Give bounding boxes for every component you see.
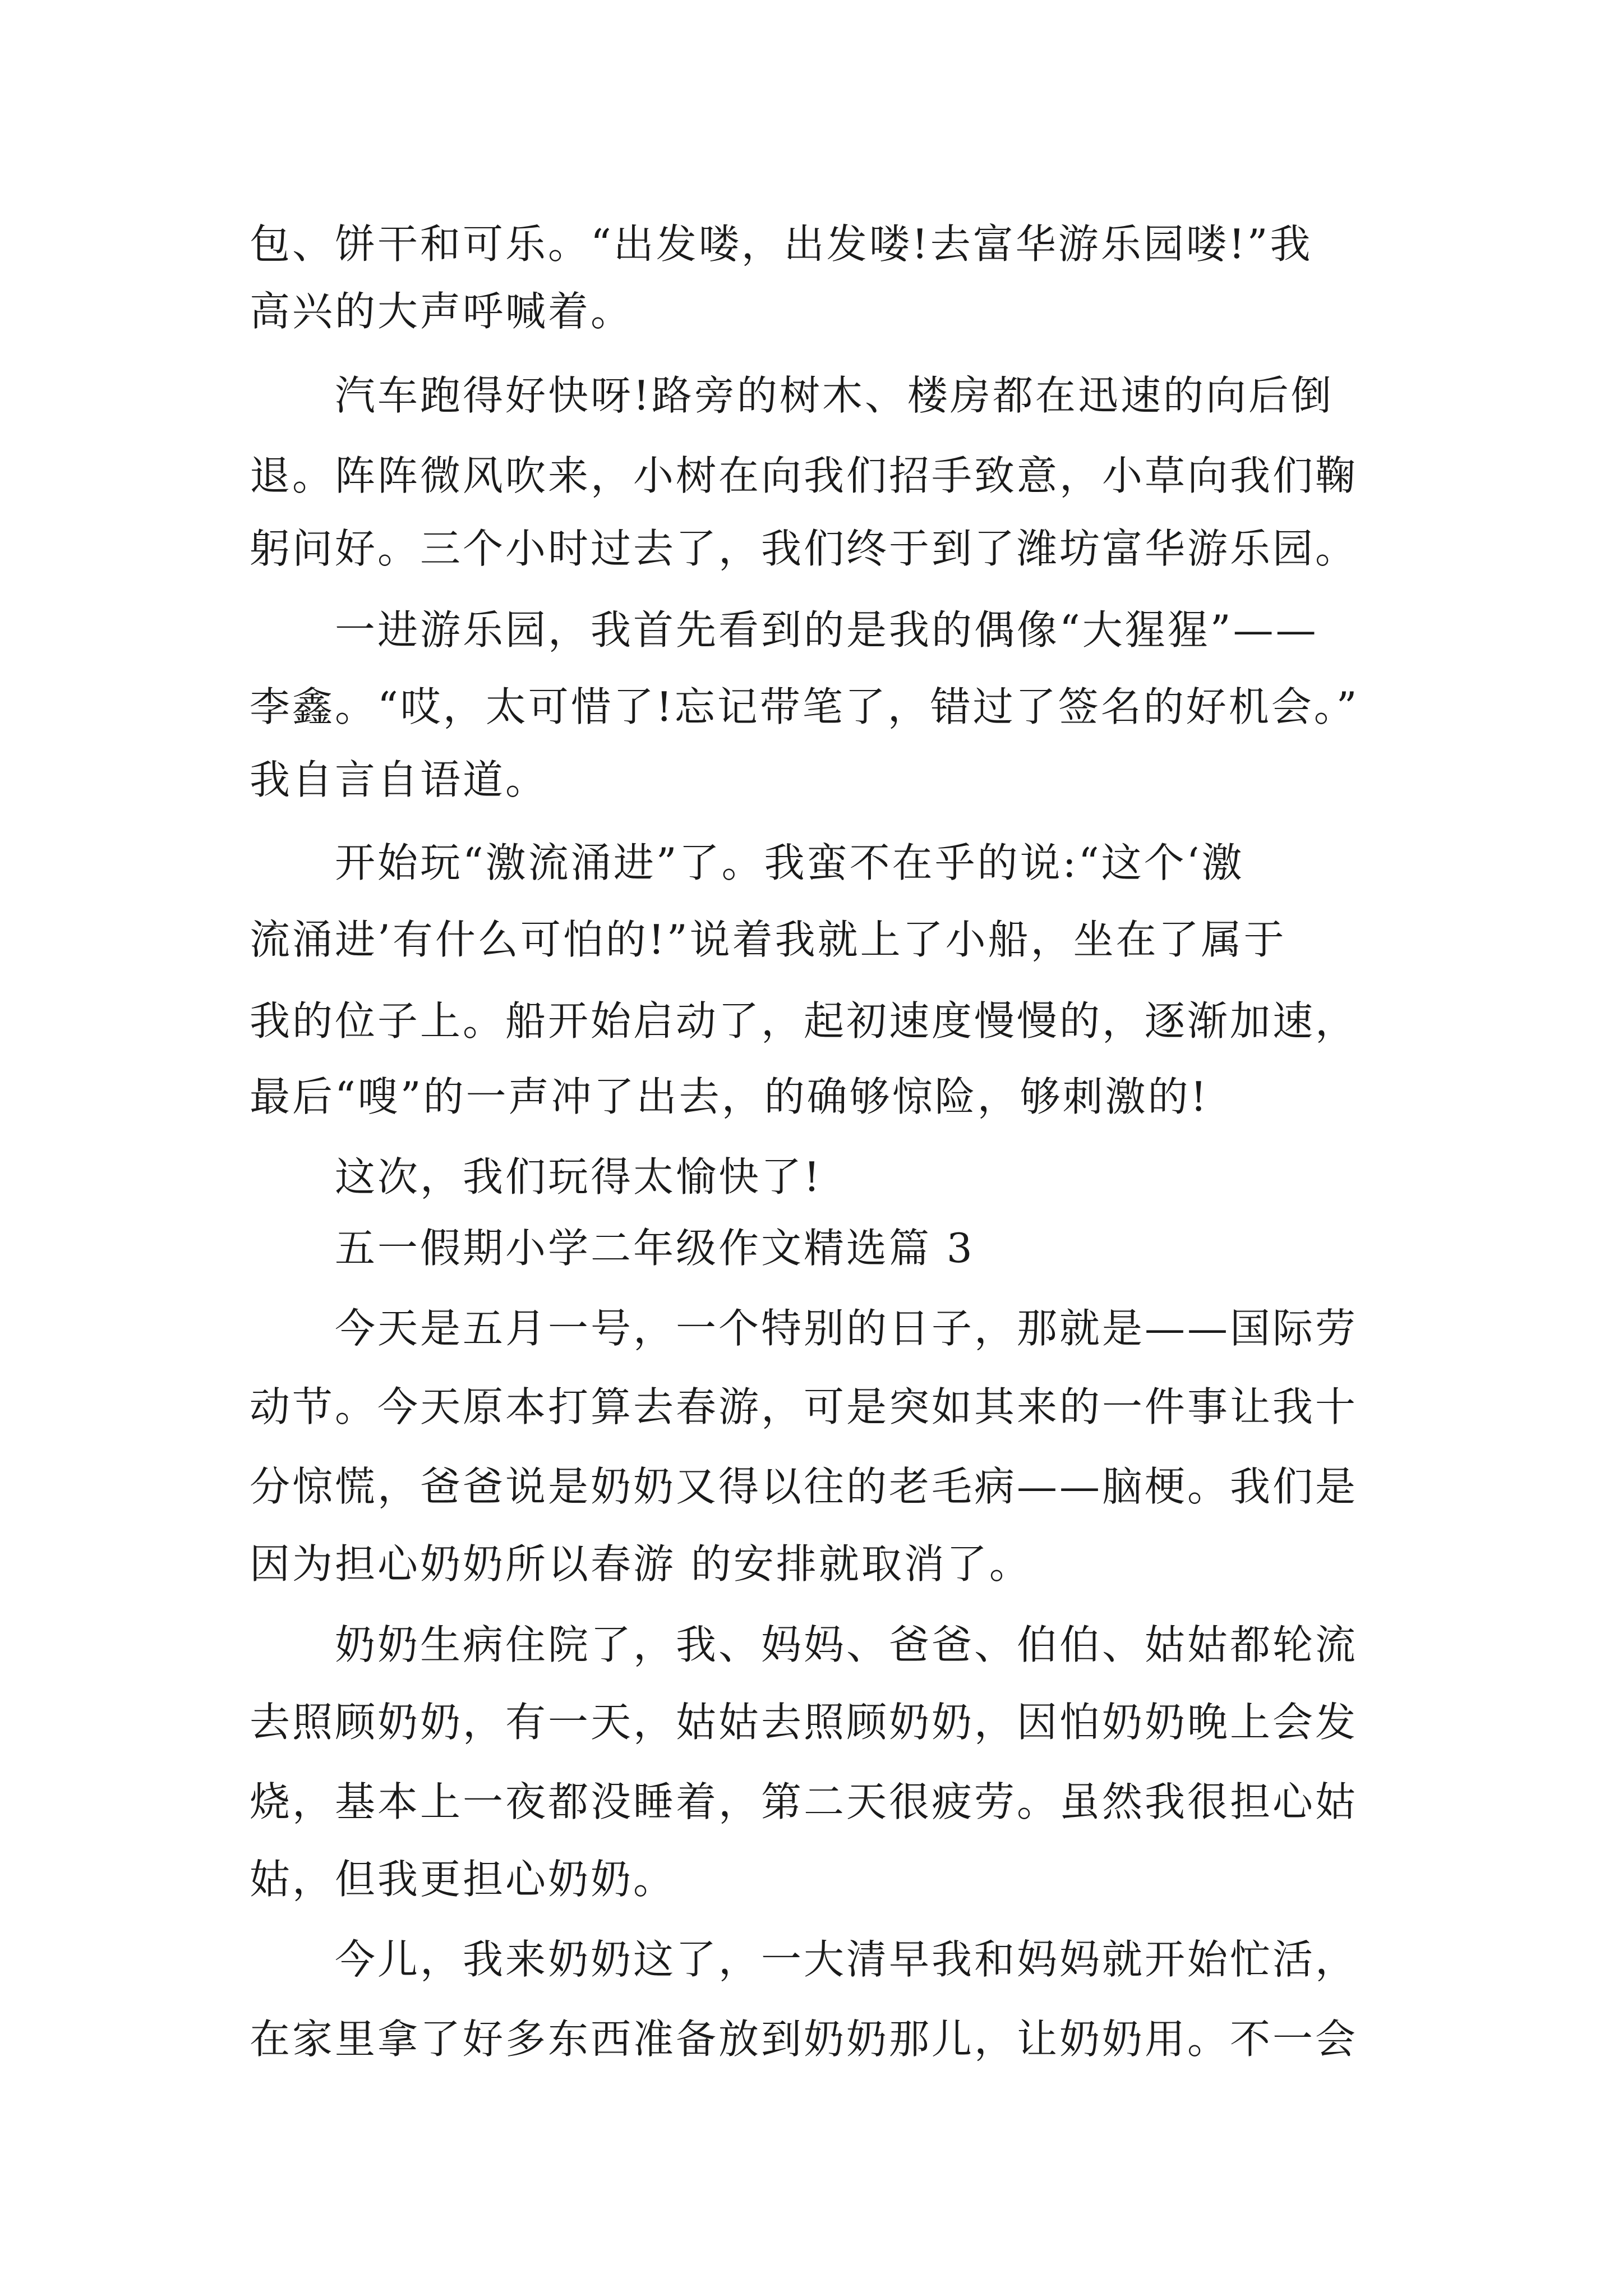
text-line: 奶奶生病住院了，我、妈妈、爸爸、伯伯、姑姑都轮流 [335, 1621, 1358, 1668]
text-line: 一进游乐园，我首先看到的是我的偶像“大猩猩”—— [335, 606, 1318, 654]
text-line: 包、饼干和可乐。“出发喽，出发喽!去富华游乐园喽!”我 [250, 220, 1313, 268]
text-line: 汽车跑得好快呀!路旁的树木、楼房都在迅速的向后倒 [335, 372, 1334, 419]
text-line: 我的位子上。船开始启动了，起初速度慢慢的，逐渐加速， [250, 997, 1358, 1045]
text-line: 最后“嗖”的一声冲了出去，的确够惊险，够刺激的! [250, 1073, 1209, 1120]
text-line: 姑，但我更担心奶奶。 [250, 1856, 676, 1903]
text-line: 分惊慌，爸爸说是奶奶又得以往的老毛病——脑梗。我们是 [250, 1463, 1358, 1510]
text-line: 因为担心奶奶所以春游 的安排就取消了。 [250, 1540, 1032, 1588]
text-line: 流涌进’有什么可怕的!”说着我就上了小船，坐在了属于 [250, 916, 1287, 963]
text-line: 动节。今天原本打算去春游，可是突如其来的一件事让我十 [250, 1383, 1358, 1430]
text-line: 我自言自语道。 [250, 756, 548, 803]
text-line: 烧，基本上一夜都没睡着，第二天很疲劳。虽然我很担心姑 [250, 1778, 1358, 1825]
text-line: 李鑫。“哎，太可惜了!忘记带笔了，错过了签名的好机会。” [250, 683, 1359, 730]
text-line: 去照顾奶奶，有一天，姑姑去照顾奶奶，因怕奶奶晚上会发 [250, 1699, 1358, 1746]
section-heading: 五一假期小学二年级作文精选篇 3 [335, 1225, 975, 1272]
text-line: 在家里拿了好多东西准备放到奶奶那儿，让奶奶用。不一会 [250, 2016, 1358, 2063]
text-line: 开始玩“激流涌进”了。我蛮不在乎的说:“这个‘激 [335, 839, 1244, 886]
text-line: 今天是五月一号，一个特别的日子，那就是——国际劳 [335, 1305, 1358, 1352]
text-line: 今儿，我来奶奶这了，一大清早我和妈妈就开始忙活， [335, 1936, 1358, 1983]
text-line: 退。阵阵微风吹来，小树在向我们招手致意，小草向我们鞠 [250, 452, 1358, 499]
text-line: 这次，我们玩得太愉快了! [335, 1153, 822, 1200]
text-line: 高兴的大声呼喊着。 [250, 288, 634, 335]
text-line: 躬问好。三个小时过去了，我们终于到了潍坊富华游乐园。 [250, 525, 1358, 572]
